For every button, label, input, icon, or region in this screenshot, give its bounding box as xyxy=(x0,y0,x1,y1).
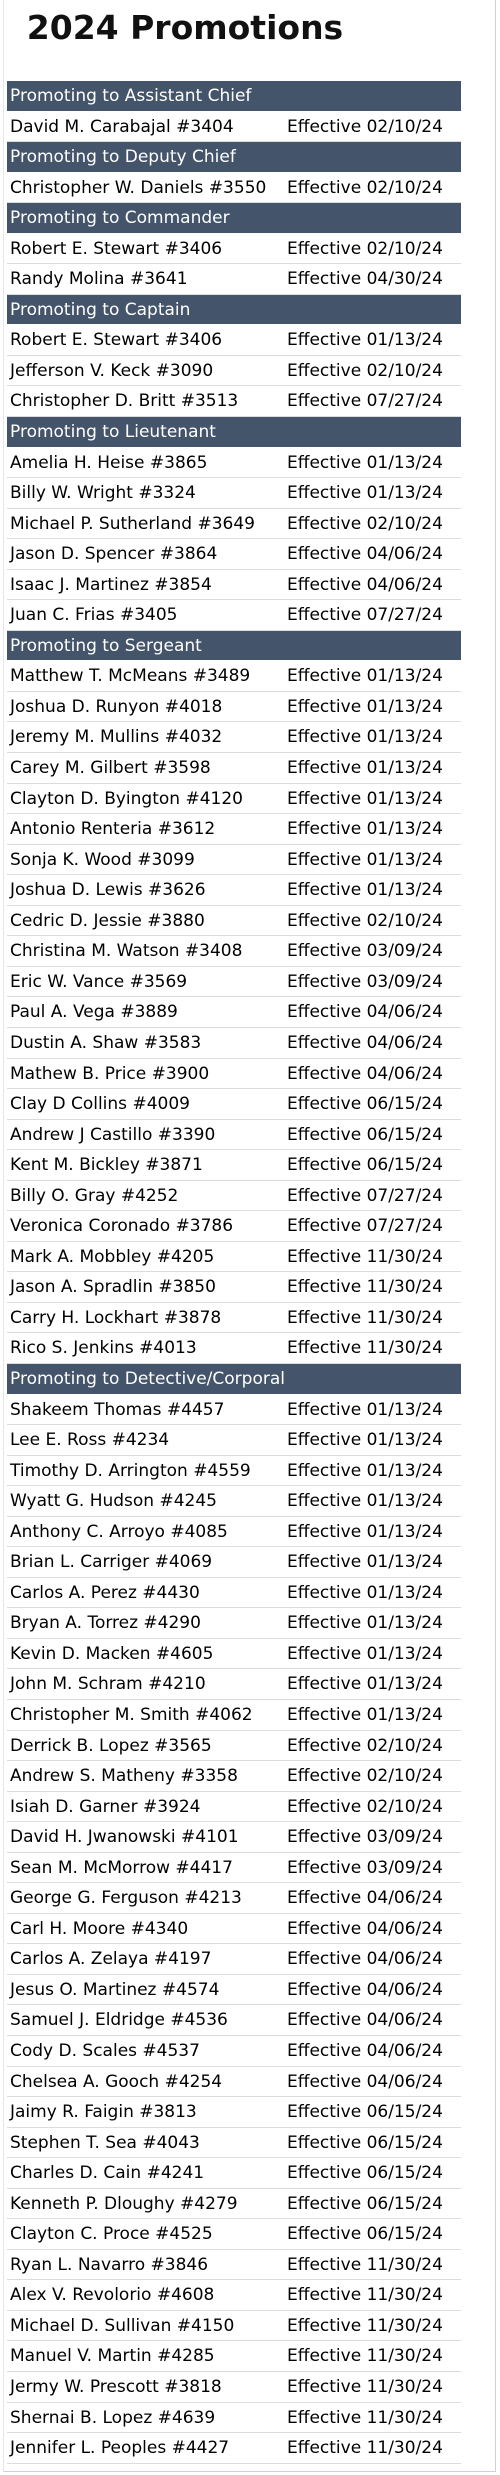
officer-name: Kevin D. Macken #4605 xyxy=(10,1643,214,1664)
officer-name: Ryan L. Navarro #3846 xyxy=(10,2254,209,2275)
officer-name: Amelia H. Heise #3865 xyxy=(10,452,208,473)
effective-date: Effective 01/13/24 xyxy=(287,788,443,809)
section-header xyxy=(7,203,461,234)
table-row xyxy=(7,2341,461,2372)
table-row xyxy=(7,1333,461,1364)
officer-name: Robert E. Stewart #3406 xyxy=(10,238,223,259)
effective-date: Effective 02/10/24 xyxy=(287,360,443,381)
effective-date: Effective 01/13/24 xyxy=(287,1643,443,1664)
effective-date: Effective 06/15/24 xyxy=(287,2224,443,2245)
table-row xyxy=(7,1731,461,1762)
effective-date: Effective 02/10/24 xyxy=(287,1796,443,1817)
effective-date: Effective 11/30/24 xyxy=(287,2377,443,2398)
effective-date: Effective 04/06/24 xyxy=(287,1032,443,1053)
table-row xyxy=(7,784,461,815)
section-heading: Promoting to Detective/Corporal xyxy=(10,1368,285,1389)
table-row xyxy=(7,2250,461,2281)
section-heading: Promoting to Assistant Chief xyxy=(10,86,252,106)
table-row xyxy=(7,1395,461,1426)
officer-name: Carry H. Lockhart #3878 xyxy=(10,1307,222,1328)
officer-name: Isaac J. Martinez #3854 xyxy=(10,574,212,595)
effective-date: Effective 01/13/24 xyxy=(287,483,443,504)
effective-date: Effective 11/30/24 xyxy=(287,1277,443,1298)
table-row xyxy=(7,661,461,692)
table-row xyxy=(7,1883,461,1914)
officer-name: Carlos A. Perez #4430 xyxy=(10,1582,200,1603)
table-row xyxy=(7,1089,461,1120)
officer-name: Joshua D. Lewis #3626 xyxy=(10,880,206,901)
table-row xyxy=(7,1822,461,1853)
officer-name: Michael D. Sullivan #4150 xyxy=(10,2315,235,2336)
table-row xyxy=(7,1608,461,1639)
officer-name: Jason D. Spencer #3864 xyxy=(10,544,218,565)
section-header xyxy=(7,631,461,662)
effective-date: Effective 01/13/24 xyxy=(287,1460,443,1481)
effective-date: Effective 11/30/24 xyxy=(287,1246,443,1267)
effective-date: Effective 04/06/24 xyxy=(287,1949,443,1970)
effective-date: Effective 04/06/24 xyxy=(287,574,443,595)
table-row xyxy=(7,1517,461,1548)
section-heading: Promoting to Deputy Chief xyxy=(10,147,236,168)
officer-name: Dustin A. Shaw #3583 xyxy=(10,1032,202,1053)
officer-name: Charles D. Cain #4241 xyxy=(10,2163,205,2184)
effective-date: Effective 04/30/24 xyxy=(287,269,443,290)
officer-name: Clayton D. Byington #4120 xyxy=(10,788,243,809)
officer-name: Carey M. Gilbert #3598 xyxy=(10,758,211,779)
table-row xyxy=(7,325,461,356)
section-header xyxy=(7,1364,461,1395)
table-row xyxy=(7,1792,461,1823)
effective-date: Effective 06/15/24 xyxy=(287,1155,443,1176)
effective-date: Effective 11/30/24 xyxy=(287,2285,443,2306)
table-row xyxy=(7,2189,461,2220)
officer-name: David H. Jwanowski #4101 xyxy=(10,1827,239,1848)
section-heading: Promoting to Sergeant xyxy=(10,635,202,656)
officer-name: Juan C. Frias #3405 xyxy=(10,605,178,626)
officer-name: Sean M. McMorrow #4417 xyxy=(10,1857,233,1878)
effective-date: Effective 01/13/24 xyxy=(287,666,443,687)
officer-name: David M. Carabajal #3404 xyxy=(10,116,234,137)
officer-name: Christina M. Watson #3408 xyxy=(10,941,243,962)
section-header xyxy=(7,417,461,448)
officer-name: Andrew S. Matheny #3358 xyxy=(10,1766,238,1787)
table-row xyxy=(7,600,461,631)
table-row xyxy=(7,478,461,509)
table-row xyxy=(7,722,461,753)
table-row xyxy=(7,234,461,265)
effective-date: Effective 04/06/24 xyxy=(287,1918,443,1939)
officer-name: Christopher M. Smith #4062 xyxy=(10,1704,253,1725)
officer-name: Shernai B. Lopez #4639 xyxy=(10,2407,216,2428)
officer-name: Jesus O. Martinez #4574 xyxy=(10,1979,220,2000)
table-row xyxy=(7,1853,461,1884)
effective-date: Effective 11/30/24 xyxy=(287,2254,443,2275)
table-row xyxy=(7,997,461,1028)
table-row xyxy=(7,264,461,295)
table-row xyxy=(7,112,461,143)
table-row xyxy=(7,1150,461,1181)
table-row xyxy=(7,906,461,937)
table-row xyxy=(7,1028,461,1059)
officer-name: Anthony C. Arroyo #4085 xyxy=(10,1521,228,1542)
officer-name: Clay D Collins #4009 xyxy=(10,1094,190,1115)
officer-name: Jennifer L. Peoples #4427 xyxy=(10,2438,230,2459)
effective-date: Effective 01/13/24 xyxy=(287,1521,443,1542)
table-row xyxy=(7,2128,461,2159)
table-row xyxy=(7,936,461,967)
effective-date: Effective 02/10/24 xyxy=(287,910,443,931)
effective-date: Effective 06/15/24 xyxy=(287,1094,443,1115)
table-row xyxy=(7,692,461,723)
effective-date: Effective 02/10/24 xyxy=(287,1766,443,1787)
table-row xyxy=(7,1944,461,1975)
table-row xyxy=(7,1059,461,1090)
effective-date: Effective 04/06/24 xyxy=(287,2071,443,2092)
effective-date: Effective 06/15/24 xyxy=(287,1124,443,1145)
effective-date: Effective 07/27/24 xyxy=(287,1185,443,1206)
effective-date: Effective 07/27/24 xyxy=(287,1216,443,1237)
effective-date: Effective 03/09/24 xyxy=(287,1857,443,1878)
effective-date: Effective 01/13/24 xyxy=(287,1491,443,1512)
officer-name: Andrew J Castillo #3390 xyxy=(10,1124,216,1145)
officer-name: Manuel V. Martin #4285 xyxy=(10,2346,215,2367)
effective-date: Effective 01/13/24 xyxy=(287,1674,443,1695)
effective-date: Effective 01/13/24 xyxy=(287,1430,443,1451)
table-row xyxy=(7,1486,461,1517)
table-row xyxy=(7,448,461,479)
officer-name: George G. Ferguson #4213 xyxy=(10,1888,242,1909)
effective-date: Effective 01/13/24 xyxy=(287,330,443,351)
effective-date: Effective 01/13/24 xyxy=(287,849,443,870)
table-row xyxy=(7,2036,461,2067)
effective-date: Effective 01/13/24 xyxy=(287,1704,443,1725)
effective-date: Effective 11/30/24 xyxy=(287,2438,443,2459)
effective-date: Effective 03/09/24 xyxy=(287,1827,443,1848)
table-row xyxy=(7,2219,461,2250)
officer-name: Antonio Renteria #3612 xyxy=(10,819,216,840)
effective-date: Effective 06/15/24 xyxy=(287,2132,443,2153)
table-row xyxy=(7,1639,461,1670)
officer-name: Robert E. Stewart #3406 xyxy=(10,330,223,351)
officer-name: Randy Molina #3641 xyxy=(10,269,188,290)
effective-date: Effective 01/13/24 xyxy=(287,696,443,717)
section-header xyxy=(7,142,461,173)
table-row xyxy=(7,2005,461,2036)
table-row xyxy=(7,386,461,417)
effective-date: Effective 01/13/24 xyxy=(287,758,443,779)
officer-name: Stephen T. Sea #4043 xyxy=(10,2132,200,2153)
table-row xyxy=(7,814,461,845)
table-row xyxy=(7,1761,461,1792)
officer-name: Billy W. Wright #3324 xyxy=(10,483,196,504)
officer-name: Cody D. Scales #4537 xyxy=(10,2041,200,2061)
effective-date: Effective 01/13/24 xyxy=(287,1613,443,1634)
officer-name: Brian L. Carriger #4069 xyxy=(10,1552,213,1573)
officer-name: Samuel J. Eldridge #4536 xyxy=(10,2010,228,2031)
officer-name: Lee E. Ross #4234 xyxy=(10,1430,170,1451)
effective-date: Effective 11/30/24 xyxy=(287,2407,443,2428)
table-row xyxy=(7,2097,461,2128)
effective-date: Effective 04/06/24 xyxy=(287,544,443,565)
table-row xyxy=(7,2403,461,2434)
officer-name: Derrick B. Lopez #3565 xyxy=(10,1735,212,1756)
officer-name: Jason A. Spradlin #3850 xyxy=(10,1277,216,1298)
effective-date: Effective 03/09/24 xyxy=(287,941,443,962)
officer-name: Jeremy M. Mullins #4032 xyxy=(10,727,223,748)
officer-name: Clayton C. Proce #4525 xyxy=(10,2224,213,2245)
section-heading: Promoting to Commander xyxy=(10,208,230,229)
effective-date: Effective 07/27/24 xyxy=(287,391,443,412)
officer-name: Rico S. Jenkins #4013 xyxy=(10,1338,197,1359)
table-row xyxy=(7,570,461,601)
table-row xyxy=(7,1669,461,1700)
effective-date: Effective 07/27/24 xyxy=(287,605,443,626)
effective-date: Effective 11/30/24 xyxy=(287,1338,443,1359)
officer-name: Paul A. Vega #3889 xyxy=(10,1002,178,1023)
table-row xyxy=(7,1547,461,1578)
table-row xyxy=(7,1181,461,1212)
table-row xyxy=(7,2372,461,2403)
effective-date: Effective 11/30/24 xyxy=(287,2346,443,2367)
officer-name: Joshua D. Runyon #4018 xyxy=(10,696,223,717)
table-row xyxy=(7,1975,461,2006)
effective-date: Effective 01/13/24 xyxy=(287,880,443,901)
table-row xyxy=(7,1211,461,1242)
effective-date: Effective 02/10/24 xyxy=(287,177,443,198)
table-row xyxy=(7,2158,461,2189)
table-row xyxy=(7,845,461,876)
table-row xyxy=(7,1120,461,1151)
effective-date: Effective 11/30/24 xyxy=(287,2315,443,2336)
officer-name: Jefferson V. Keck #3090 xyxy=(10,360,214,381)
table-row xyxy=(7,2433,461,2464)
promotions-list xyxy=(7,81,461,2464)
table-row xyxy=(7,1272,461,1303)
section-heading: Promoting to Captain xyxy=(10,299,191,320)
officer-name: Jermy W. Prescott #3818 xyxy=(10,2377,222,2398)
table-row xyxy=(7,1456,461,1487)
effective-date: Effective 04/06/24 xyxy=(287,2010,443,2031)
effective-date: Effective 01/13/24 xyxy=(287,727,443,748)
table-row xyxy=(7,967,461,998)
officer-name: Michael P. Sutherland #3649 xyxy=(10,513,255,534)
table-row xyxy=(7,753,461,784)
table-row xyxy=(7,2311,461,2342)
page-title: 2024 Promotions xyxy=(26,8,344,47)
effective-date: Effective 11/30/24 xyxy=(287,1307,443,1328)
effective-date: Effective 03/09/24 xyxy=(287,971,443,992)
effective-date: Effective 02/10/24 xyxy=(287,513,443,534)
section-header xyxy=(7,81,461,112)
officer-name: Billy O. Gray #4252 xyxy=(10,1185,179,1206)
effective-date: Effective 02/10/24 xyxy=(287,116,443,137)
officer-name: Chelsea A. Gooch #4254 xyxy=(10,2071,223,2092)
table-row xyxy=(7,1700,461,1731)
table-row xyxy=(7,1578,461,1609)
officer-name: Bryan A. Torrez #4290 xyxy=(10,1613,201,1634)
effective-date: Effective 04/06/24 xyxy=(287,1002,443,1023)
effective-date: Effective 06/15/24 xyxy=(287,2193,443,2214)
effective-date: Effective 04/06/24 xyxy=(287,1063,443,1084)
officer-name: Kent M. Bickley #3871 xyxy=(10,1155,203,1176)
effective-date: Effective 06/15/24 xyxy=(287,2102,443,2123)
officer-name: Mark A. Mobbley #4205 xyxy=(10,1246,215,1267)
officer-name: Isiah D. Garner #3924 xyxy=(10,1796,201,1817)
effective-date: Effective 01/13/24 xyxy=(287,1552,443,1573)
officer-name: Cedric D. Jessie #3880 xyxy=(10,910,205,931)
effective-date: Effective 01/13/24 xyxy=(287,452,443,473)
table-row xyxy=(7,2280,461,2311)
effective-date: Effective 01/13/24 xyxy=(287,819,443,840)
effective-date: Effective 02/10/24 xyxy=(287,1735,443,1756)
officer-name: Shakeem Thomas #4457 xyxy=(10,1399,225,1420)
table-row xyxy=(7,1242,461,1273)
effective-date: Effective 04/06/24 xyxy=(287,1979,443,2000)
officer-name: Veronica Coronado #3786 xyxy=(10,1216,234,1237)
officer-name: Christopher D. Britt #3513 xyxy=(10,391,239,412)
table-row xyxy=(7,356,461,387)
officer-name: Timothy D. Arrington #4559 xyxy=(10,1460,251,1481)
officer-name: Christopher W. Daniels #3550 xyxy=(10,177,267,198)
section-heading: Promoting to Lieutenant xyxy=(10,422,216,443)
officer-name: Alex V. Revolorio #4608 xyxy=(10,2285,215,2306)
effective-date: Effective 06/15/24 xyxy=(287,2163,443,2184)
officer-name: Carl H. Moore #4340 xyxy=(10,1918,189,1939)
effective-date: Effective 04/06/24 xyxy=(287,2041,443,2061)
table-row xyxy=(7,1425,461,1456)
effective-date: Effective 04/06/24 xyxy=(287,1888,443,1909)
effective-date: Effective 01/13/24 xyxy=(287,1582,443,1603)
officer-name: Carlos A. Zelaya #4197 xyxy=(10,1949,212,1970)
table-row xyxy=(7,509,461,540)
section-header xyxy=(7,295,461,326)
officer-name: Eric W. Vance #3569 xyxy=(10,971,188,992)
officer-name: Mathew B. Price #3900 xyxy=(10,1063,210,1084)
officer-name: Matthew T. McMeans #3489 xyxy=(10,666,251,687)
table-row xyxy=(7,875,461,906)
effective-date: Effective 01/13/24 xyxy=(287,1399,443,1420)
table-row xyxy=(7,1303,461,1334)
officer-name: Kenneth P. Dloughy #4279 xyxy=(10,2193,238,2214)
table-row xyxy=(7,539,461,570)
officer-name: Wyatt G. Hudson #4245 xyxy=(10,1491,217,1512)
officer-name: John M. Schram #4210 xyxy=(10,1674,206,1695)
table-row xyxy=(7,1914,461,1945)
officer-name: Sonja K. Wood #3099 xyxy=(10,849,195,870)
table-row xyxy=(7,2067,461,2098)
effective-date: Effective 02/10/24 xyxy=(287,238,443,259)
officer-name: Jaimy R. Faigin #3813 xyxy=(10,2102,197,2123)
table-row xyxy=(7,173,461,204)
